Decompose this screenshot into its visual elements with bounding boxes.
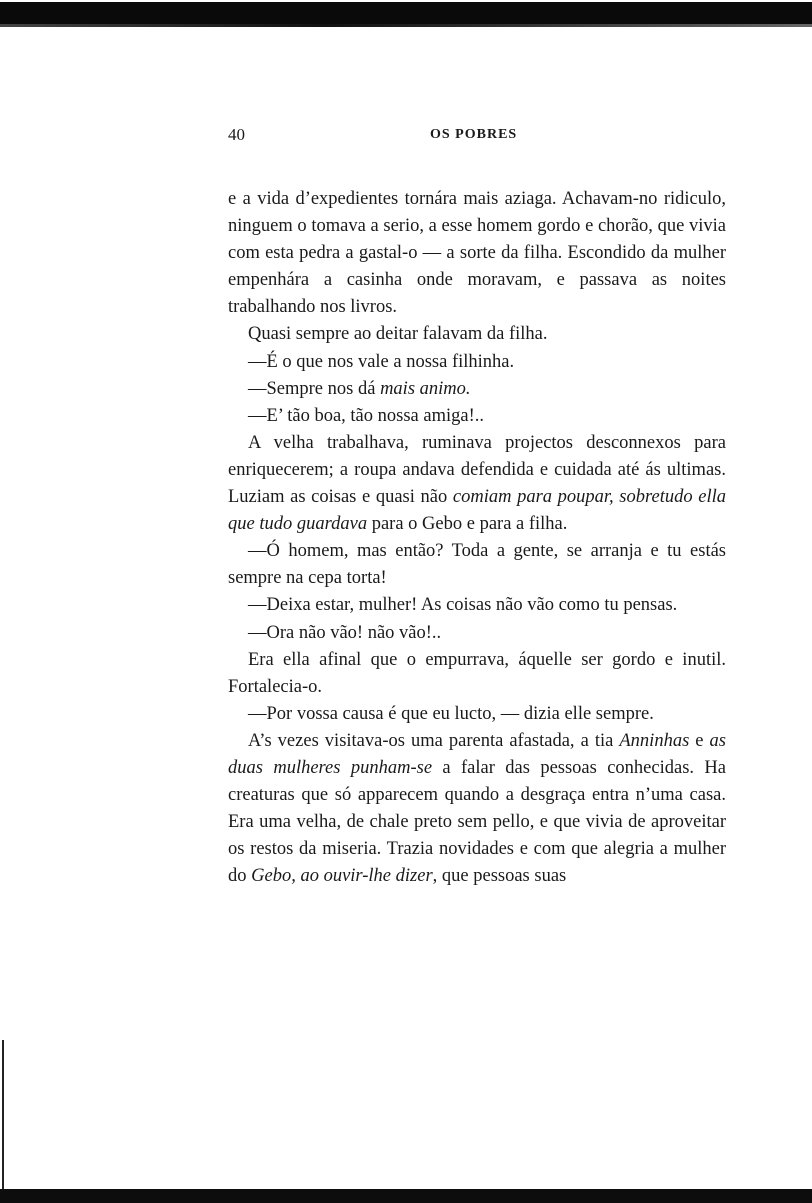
text-run: A’s vezes visitava-os uma parenta afastada, a tia	[248, 730, 620, 751]
paragraph	[228, 321, 726, 348]
paragraph	[228, 538, 726, 592]
text-run: —E’ tão boa, tão nossa amiga!..	[248, 405, 484, 426]
text-run: a falar das pessoas conhecidas. Ha creaturas que só apparecem quando a desgraça entra n’uma casa. Era uma velha, de chale preto sem pello, e que vivia de aproveitar os restos da miseria. Trazia novidades e com que alegria a mulher do	[228, 757, 726, 887]
paragraph	[228, 186, 726, 321]
text-run: —É o que nos vale a nossa filhinha.	[248, 351, 515, 372]
text-run: e a vida d’expedientes tornára mais aziaga. Achavam-no ridiculo, ninguem o tomava a serio, a esse homem gordo e chorão, que vivia com esta pedra a gastal-o — a sorte da filha. Escondido da mulher empenhára a casinha onde moravam, e passava as noites trabalhando nos livros.	[228, 189, 726, 318]
top-scan-border	[0, 2, 812, 24]
text-run: , que pessoas suas	[432, 866, 567, 887]
italic-text: comiam para poupar, sobretudo ella que tudo guardava	[228, 487, 726, 535]
text-run: —Ora não vão! não vão!..	[248, 622, 442, 643]
text-run: —Ó homem, mas então? Toda a gente, se arranja e tu estás sempre na cepa torta!	[228, 541, 726, 589]
paragraph	[228, 592, 726, 619]
paragraph	[228, 647, 726, 701]
text-run: —Sempre nos dá	[248, 378, 381, 399]
text-run: —Deixa estar, mulher! As coisas não vão como tu pensas.	[248, 595, 678, 616]
paragraph	[228, 403, 726, 430]
text-run: para o Gebo e para a filha.	[367, 514, 568, 535]
text-run: e	[689, 730, 710, 751]
bottom-scan-border	[0, 1189, 812, 1203]
left-page-edge	[2, 1040, 4, 1190]
body-text	[228, 186, 726, 890]
paragraph	[228, 728, 726, 891]
italic-text: Gebo, ao ouvir-lhe dizer	[251, 866, 433, 887]
italic-text: Anninhas	[619, 730, 690, 751]
paragraph	[228, 376, 726, 403]
text-run: Era ella afinal que o empurrava, áquelle ser gordo e inutil. Fortalecia-o.	[228, 649, 726, 697]
text-run: —Por vossa causa é que eu lucto, — dizia elle sempre.	[248, 703, 654, 724]
text-run: Quasi sempre ao deitar falavam da filha.	[248, 324, 548, 345]
italic-text: mais animo.	[380, 378, 471, 399]
paragraph	[228, 349, 726, 376]
text-run: A velha trabalhava, ruminava projectos desconnexos para enriquecerem; a roupa andava defendida e cuidada até ás ultimas. Luziam as coisas e quasi não	[228, 432, 726, 508]
paragraph	[228, 620, 726, 647]
paragraph	[228, 430, 726, 538]
italic-text: as duas mulheres punham-se	[228, 730, 726, 778]
page-number: 40	[228, 125, 245, 144]
paragraph	[228, 701, 726, 728]
page-header	[228, 125, 728, 149]
running-title: OS POBRES	[430, 127, 518, 142]
